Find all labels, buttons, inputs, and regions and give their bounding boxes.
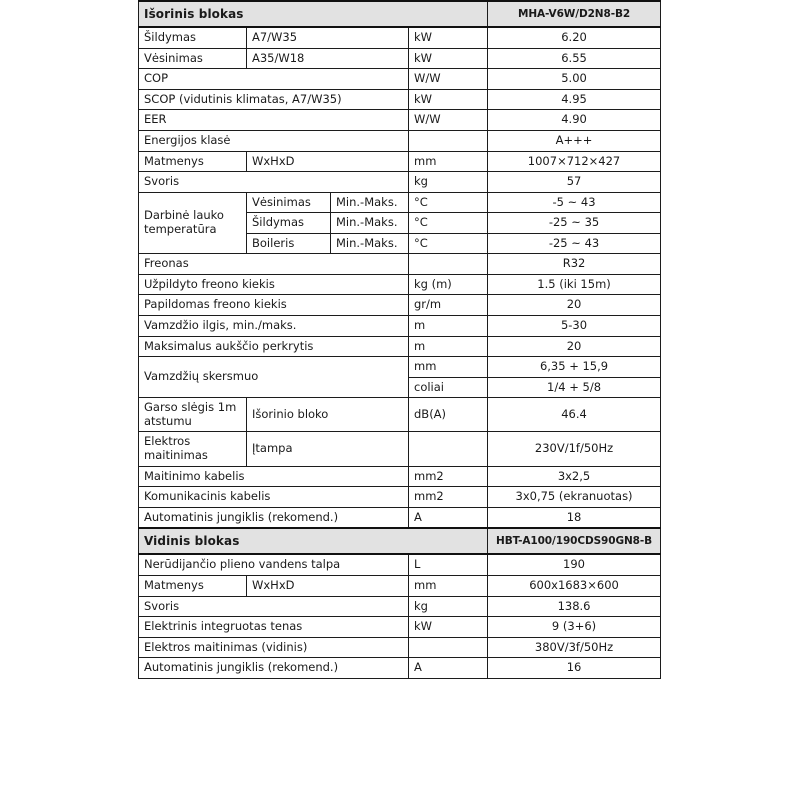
row-label: Automatinis jungiklis (rekomend.) <box>139 507 409 528</box>
row-unit: °C <box>409 233 488 254</box>
table-row <box>139 27 661 48</box>
row-label: Automatinis jungiklis (rekomend.) <box>139 658 409 679</box>
row-label: Svoris <box>139 172 409 193</box>
row-unit: kW <box>409 48 488 69</box>
row-label: Matmenys <box>139 575 247 596</box>
table-row <box>139 89 661 110</box>
row-label: Šildymas <box>139 27 247 48</box>
row-value: 230V/1f/50Hz <box>488 432 661 466</box>
row-unit: m <box>409 336 488 357</box>
row-unit: gr/m <box>409 295 488 316</box>
row-sublabel: Įtampa <box>247 432 409 466</box>
row-unit: kg <box>409 172 488 193</box>
row-sublabel: A35/W18 <box>247 48 409 69</box>
row-label: Elektros maitinimas (vidinis) <box>139 637 409 658</box>
row-unit <box>409 130 488 151</box>
row-minmax: Min.-Maks. <box>331 213 409 234</box>
row-unit: A <box>409 658 488 679</box>
row-label: Vėsinimas <box>139 48 247 69</box>
row-value: 4.95 <box>488 89 661 110</box>
row-value: 46.4 <box>488 398 661 432</box>
row-value: 380V/3f/50Hz <box>488 637 661 658</box>
row-label: SCOP (vidutinis klimatas, A7/W35) <box>139 89 409 110</box>
row-unit: A <box>409 507 488 528</box>
table-row <box>139 617 661 638</box>
row-value: -25 ~ 43 <box>488 233 661 254</box>
row-label: Energijos klasė <box>139 130 409 151</box>
section-model-indoor: HBT-A100/190CDS90GN8-B <box>488 528 661 554</box>
row-unit: °C <box>409 213 488 234</box>
row-sublabel: WxHxD <box>247 575 409 596</box>
row-unit <box>409 432 488 466</box>
row-sublabel: WxHxD <box>247 151 409 172</box>
row-unit: kW <box>409 89 488 110</box>
row-sublabel: Šildymas <box>247 213 331 234</box>
row-value: 9 (3+6) <box>488 617 661 638</box>
table-row <box>139 637 661 658</box>
row-label: Matmenys <box>139 151 247 172</box>
row-value: 138.6 <box>488 596 661 617</box>
row-unit: W/W <box>409 110 488 131</box>
row-unit <box>409 637 488 658</box>
row-value: -25 ~ 35 <box>488 213 661 234</box>
table-row <box>139 192 661 213</box>
row-unit: mm <box>409 357 488 378</box>
table-row <box>139 487 661 508</box>
row-value: 3x2,5 <box>488 466 661 487</box>
row-unit: m <box>409 316 488 337</box>
table-row <box>139 507 661 528</box>
row-label: Maitinimo kabelis <box>139 466 409 487</box>
row-label: Maksimalus aukščio perkrytis <box>139 336 409 357</box>
row-value: 5-30 <box>488 316 661 337</box>
row-minmax: Min.-Maks. <box>331 192 409 213</box>
row-value: 600x1683×600 <box>488 575 661 596</box>
row-unit: L <box>409 554 488 575</box>
row-value: 5.00 <box>488 69 661 90</box>
row-value: 6,35 + 15,9 <box>488 357 661 378</box>
section-model-outdoor: MHA-V6W/D2N8-B2 <box>488 1 661 27</box>
row-label: EER <box>139 110 409 131</box>
row-label: Nerūdijančio plieno vandens talpa <box>139 554 409 575</box>
row-value: A+++ <box>488 130 661 151</box>
table-row <box>139 658 661 679</box>
section-header-outdoor <box>139 1 661 27</box>
row-label: Vamzdžio ilgis, min./maks. <box>139 316 409 337</box>
row-unit: mm2 <box>409 487 488 508</box>
row-value: 3x0,75 (ekranuotas) <box>488 487 661 508</box>
row-sublabel: Boileris <box>247 233 331 254</box>
row-value: 18 <box>488 507 661 528</box>
row-unit: mm <box>409 151 488 172</box>
table-row <box>139 466 661 487</box>
table-row <box>139 69 661 90</box>
row-unit: coliai <box>409 377 488 398</box>
row-unit: W/W <box>409 69 488 90</box>
table-row <box>139 254 661 275</box>
section-title-outdoor: Išorinis blokas <box>139 1 488 27</box>
row-unit: kg <box>409 596 488 617</box>
row-unit: kW <box>409 617 488 638</box>
table-row <box>139 596 661 617</box>
row-value: 190 <box>488 554 661 575</box>
row-value: 6.20 <box>488 27 661 48</box>
row-unit <box>409 254 488 275</box>
table-row <box>139 295 661 316</box>
row-value: 57 <box>488 172 661 193</box>
table-row <box>139 48 661 69</box>
row-value: 1007×712×427 <box>488 151 661 172</box>
row-value: 1.5 (iki 15m) <box>488 274 661 295</box>
table-row <box>139 398 661 432</box>
row-value: 20 <box>488 295 661 316</box>
row-unit: dB(A) <box>409 398 488 432</box>
row-label: Užpildyto freono kiekis <box>139 274 409 295</box>
row-unit: mm <box>409 575 488 596</box>
table-row <box>139 151 661 172</box>
row-label: Garso slėgis 1m atstumu <box>139 398 247 432</box>
row-label: Elektrinis integruotas tenas <box>139 617 409 638</box>
table-row <box>139 130 661 151</box>
table-row <box>139 274 661 295</box>
row-value: 6.55 <box>488 48 661 69</box>
table-row <box>139 336 661 357</box>
specifications-table <box>138 0 661 679</box>
table-row <box>139 575 661 596</box>
table-row <box>139 357 661 378</box>
row-unit: kW <box>409 27 488 48</box>
table-row <box>139 316 661 337</box>
row-value: R32 <box>488 254 661 275</box>
row-sublabel: A7/W35 <box>247 27 409 48</box>
table-row <box>139 554 661 575</box>
row-unit: °C <box>409 192 488 213</box>
section-header-indoor <box>139 528 661 554</box>
row-label: Svoris <box>139 596 409 617</box>
row-sublabel: Išorinio bloko <box>247 398 409 432</box>
row-label: Freonas <box>139 254 409 275</box>
row-label: Papildomas freono kiekis <box>139 295 409 316</box>
table-row <box>139 432 661 466</box>
row-value: 1/4 + 5/8 <box>488 377 661 398</box>
table-row <box>139 110 661 131</box>
row-unit: mm2 <box>409 466 488 487</box>
row-label-operating-temperature: Darbinė lauko temperatūra <box>139 192 247 254</box>
table-row <box>139 172 661 193</box>
row-label: Komunikacinis kabelis <box>139 487 409 508</box>
row-value: 4.90 <box>488 110 661 131</box>
row-value: -5 ~ 43 <box>488 192 661 213</box>
row-label: COP <box>139 69 409 90</box>
section-title-indoor: Vidinis blokas <box>139 528 488 554</box>
row-label: Elektros maitinimas <box>139 432 247 466</box>
row-minmax: Min.-Maks. <box>331 233 409 254</box>
row-unit: kg (m) <box>409 274 488 295</box>
row-value: 20 <box>488 336 661 357</box>
row-sublabel: Vėsinimas <box>247 192 331 213</box>
row-label-pipe-diameter: Vamzdžių skersmuo <box>139 357 409 398</box>
row-value: 16 <box>488 658 661 679</box>
